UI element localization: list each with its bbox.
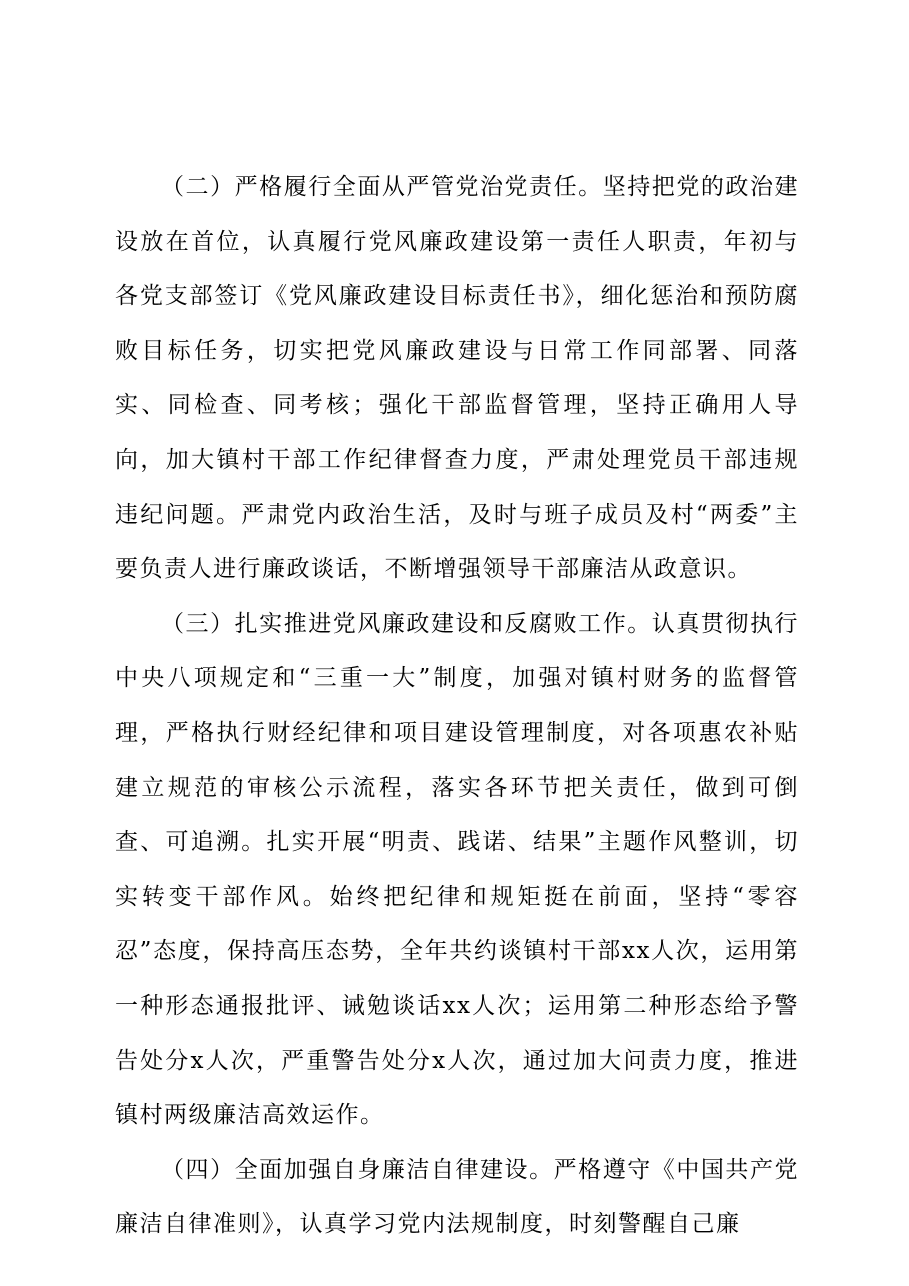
paragraph-4: （四）全面加强自身廉洁自律建设。严格遵守《中国共产党廉洁自律准则》，认真学习党内法规制度，时刻警醒自己廉 (115, 1156, 799, 1238)
document-body (115, 160, 799, 1252)
paragraph-3: （三）扎实推进党风廉政建设和反腐败工作。认真贯彻执行中央八项规定和“三重一大”制度，加强对镇村财务的监督管理，严格执行财经纪律和项目建设管理制度，对各项惠农补贴建立规范的审核公示流程，落实各环节把关责任，做到可倒查、可追溯。扎实开展“明责、践诺、结果”主题作风整训，切实转变干部作风。始终把纪律和规矩挺在前面，坚持“零容忍”态度，保持高压态势，全年共约谈镇村干部xx人次，运用第一种形态通报批评、诫勉谈话xx人次；运用第二种形态给予警告处分x人次，严重警告处分x人次，通过加大问责力度，推进镇村两级廉洁高效运作。 (115, 610, 799, 1129)
paragraph-2: （二）严格履行全面从严管党治党责任。坚持把党的政治建设放在首位，认真履行党风廉政建设第一责任人职责，年初与各党支部签订《党风廉政建设目标责任书》，细化惩治和预防腐败目标任务，切实把党风廉政建设与日常工作同部署、同落实、同检查、同考核；强化干部监督管理，坚持正确用人导向，加大镇村干部工作纪律督查力度，严肃处理党员干部违规违纪问题。严肃党内政治生活，及时与班子成员及村“两委”主要负责人进行廉政谈话，不断增强领导干部廉洁从政意识。 (115, 174, 799, 583)
